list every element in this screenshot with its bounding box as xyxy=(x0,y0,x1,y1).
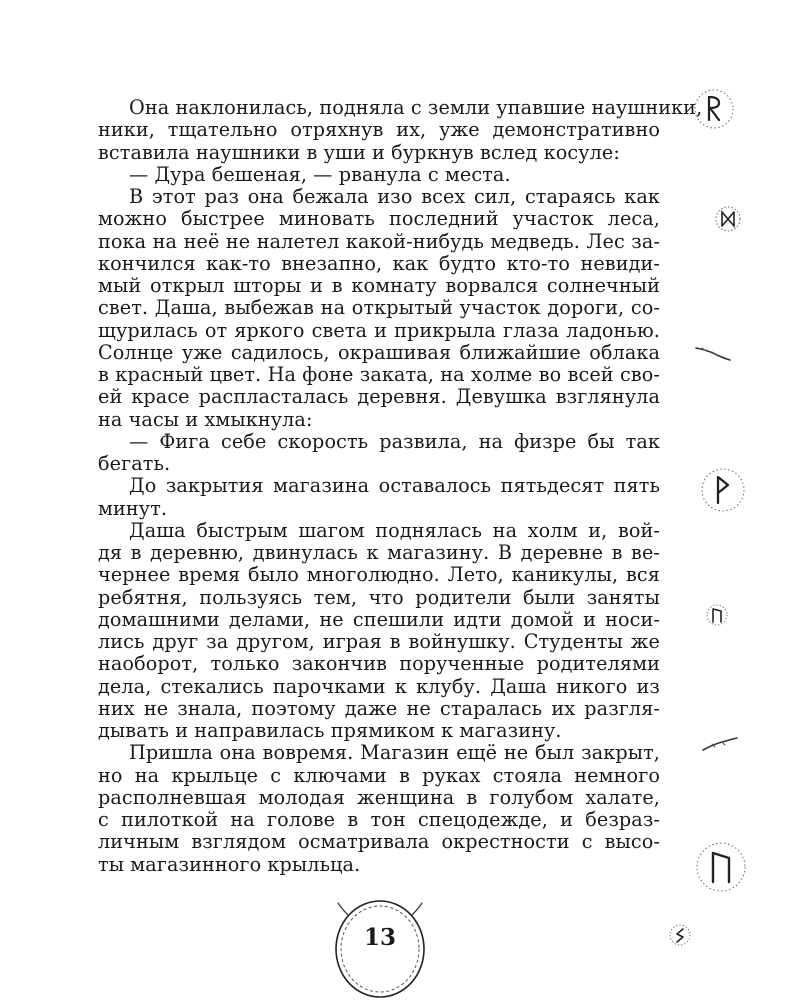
text-line: В этот раз она бежала изо всех сил, стараясь как xyxy=(129,185,660,208)
rune-sowilo-icon xyxy=(666,921,694,949)
text-line: До закрытия магазина оставалось пятьдесят пять xyxy=(129,474,660,498)
rune-mannaz-icon xyxy=(711,202,745,236)
text-line: свет. Даша, выбежав на открытый участок дороги, со- xyxy=(98,296,660,320)
rune-wunjo-icon xyxy=(697,464,749,516)
page-number: 13 xyxy=(363,924,396,951)
text-line: Даша быстрым шагом поднялась на холм и, вой- xyxy=(129,518,660,542)
text-line: щурилась от яркого света и прикрыла глаза ладонью. xyxy=(98,318,660,342)
body-text xyxy=(98,96,703,876)
text-line: вставила наушники в уши и буркнув вслед косуле: xyxy=(98,140,620,164)
text-line: пока на неё не налетел какой-нибудь медведь. Лес за- xyxy=(98,229,660,253)
text-line: личным взглядом осматривала окрестности с высо- xyxy=(98,830,660,854)
text-line: наоборот, только закончив порученные родителями xyxy=(98,652,660,676)
page-number-badge xyxy=(328,893,432,1000)
text-line: дя в деревню, двинулась к магазину. В деревне в ве- xyxy=(98,541,660,564)
text-line: располневшая молодая женщина в голубом халате, xyxy=(98,785,660,809)
text-line: домашними делами, не спешили идти домой и носи- xyxy=(98,607,660,631)
rune-uruz-icon xyxy=(704,602,730,628)
text-line: но на крыльце с ключами в руках стояла немного xyxy=(98,763,660,787)
text-line: в красный цвет. На фоне заката, на холме во всей сво- xyxy=(98,363,660,386)
rune-stroke-2-icon xyxy=(700,734,740,754)
text-line: кончился как-то внезапно, как будто кто-то невиди- xyxy=(98,251,660,275)
rune-uruz-large-icon xyxy=(692,838,750,896)
text-line: ребятня, пользуясь тем, что родители были заняты xyxy=(98,585,660,609)
text-line: них не знала, поэтому даже не старалась их разгля- xyxy=(98,696,660,720)
text-line: ей красе распласталась деревня. Девушка взглянула xyxy=(98,385,660,409)
text-line: лись друг за другом, играя в войнушку. Студенты же xyxy=(98,630,660,653)
rune-raidho-icon xyxy=(691,86,737,132)
text-line: ники, тщательно отряхнув их, уже демонстративно xyxy=(98,118,660,142)
text-line: бегать. xyxy=(98,452,171,475)
text-line: чернее время было многолюдно. Лето, каникулы, вся xyxy=(98,563,660,587)
text-line: с пилоткой на голове в тон спецодежде, и безраз- xyxy=(98,808,660,831)
text-line: дела, стекались парочками к клубу. Даша никого из xyxy=(98,674,660,698)
rune-stroke-icon xyxy=(693,343,733,363)
text-line: — Дура бешеная, — рванула с места. xyxy=(129,162,511,186)
text-line: Солнце уже садилось, окрашивая ближайшие облака xyxy=(98,340,660,364)
text-line: ты магазинного крыльца. xyxy=(98,852,361,876)
text-line: минут. xyxy=(98,496,168,520)
text-line: дывать и направилась прямиком к магазину. xyxy=(98,719,562,742)
text-line: Пришла она вовремя. Магазин ещё не был закрыт, xyxy=(129,741,660,765)
text-line: — Фига себе скорость развила, на физре бы так xyxy=(129,429,660,453)
text-line: можно быстрее миновать последний участок леса, xyxy=(98,207,660,231)
text-line: на часы и хмыкнула: xyxy=(98,407,313,431)
text-line: Она наклонилась, подняла с земли упавшие наушники, xyxy=(129,96,703,119)
text-line: мый открыл шторы и в комнату ворвался солнечный xyxy=(98,274,660,297)
